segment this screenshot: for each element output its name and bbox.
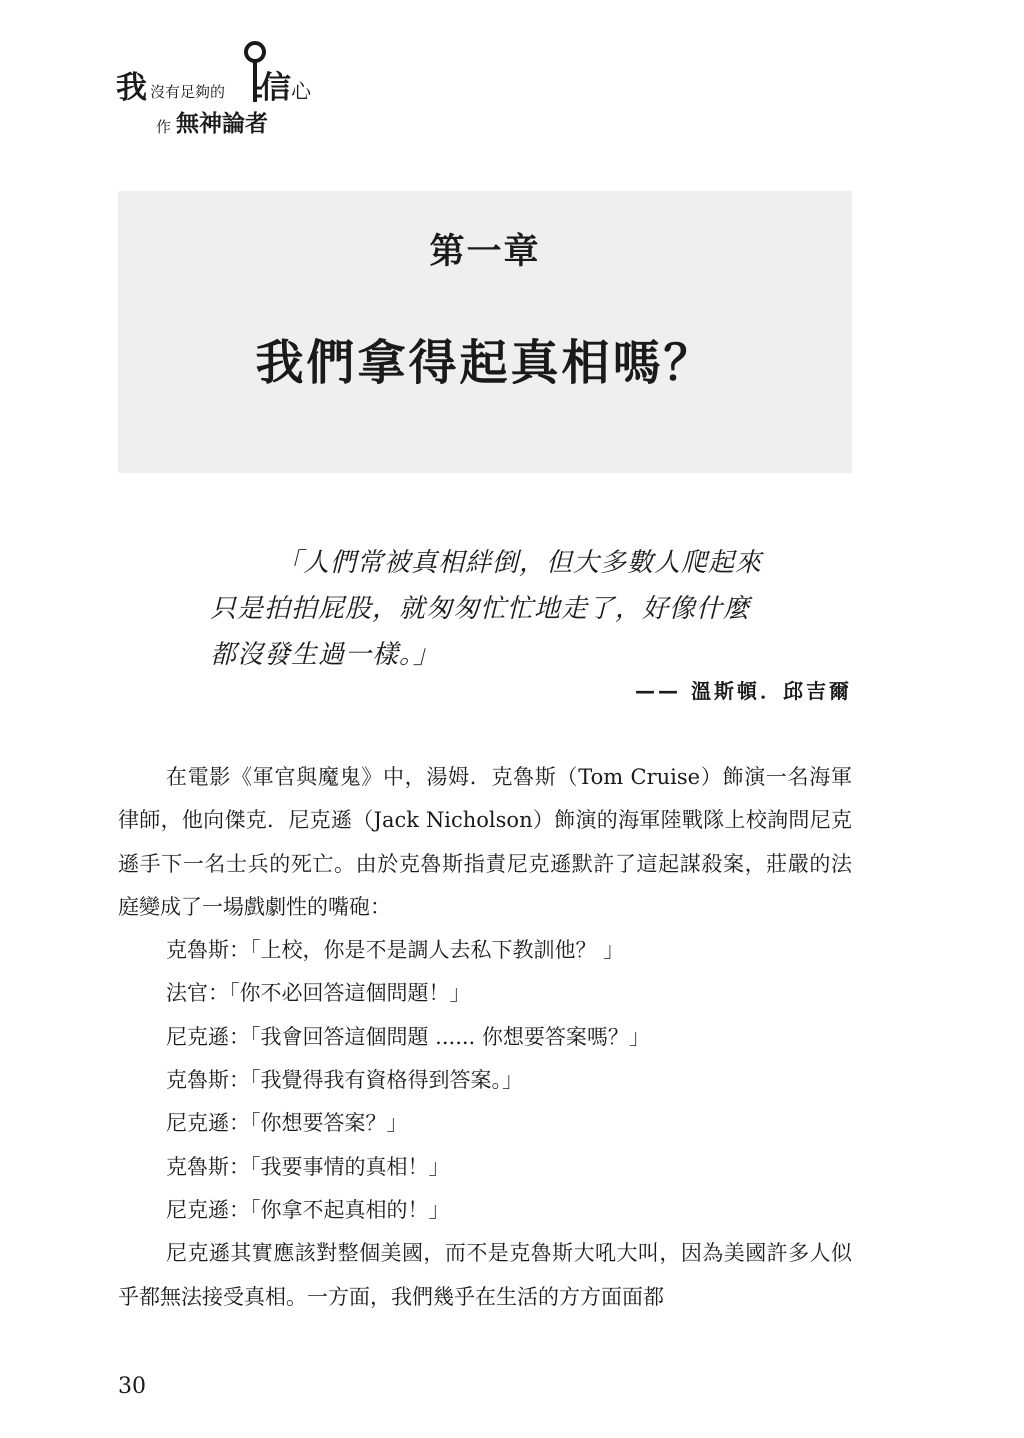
chapter-label: 第一章 (429, 231, 541, 272)
logo-char-xin (260, 70, 311, 109)
dialogue-line: 克魯斯：「我覺得我有資格得到答案。」 (166, 1068, 523, 1093)
logo-text-meiyou: 沒有足夠的 (150, 83, 226, 101)
dialogue-line: 克魯斯：「我要事情的真相！」 (166, 1154, 450, 1179)
paragraph-intro: 在電影《軍官與魔鬼》中，湯姆．克魯斯（Tom Cruise）飾演一名海軍律師，他向傑克．尼克遜（Jack Nicholson）飾演的海軍陸戰隊上校詢問尼克遜手下一名士兵的死亡。由於克魯斯指責尼克遜默許了這起謀殺案，莊嚴的法庭變成了一場戲劇性的嘴砲： (118, 765, 852, 919)
epigraph (210, 540, 850, 678)
epigraph-line: 「人們常被真相絆倒，但大多數人爬起來 (276, 548, 763, 578)
chapter-title: 我們拿得起真相嗎？ (255, 335, 715, 391)
page-number: 30 (118, 1374, 146, 1399)
dialogue-line: 尼克遜：「你拿不起真相的！」 (166, 1197, 450, 1222)
paragraph-closing: 尼克遜其實應該對整個美國，而不是克魯斯大吼大叫，因為美國許多人似乎都無法接受真相。一方面，我們幾乎在生活的方方面面都 (118, 1241, 852, 1309)
logo-char-wo: 我 (116, 70, 147, 106)
logo-text-atheist: 無神論者 (176, 110, 268, 137)
epigraph-attribution: —— 溫斯頓．邱吉爾 (635, 679, 852, 703)
dialogue-line: 克魯斯：「上校，你是不是調人去私下教訓他？ 」 (166, 938, 625, 963)
dialogue-line: 尼克遜：「你想要答案？」 (166, 1111, 408, 1136)
logo-text-zuo: 作 (156, 118, 172, 136)
dialogue-line: 法官：「你不必回答這個問題！」 (166, 981, 471, 1006)
epigraph-line: 都沒發生過一樣。」 (210, 640, 441, 670)
dialogue-line: 尼克遜：「我會回答這個問題 ...... 你想要答案嗎？」 (166, 1024, 650, 1049)
chapter-heading-box (118, 191, 852, 473)
logo-char-xin-suffix: 心 (291, 79, 311, 103)
book-logo (116, 40, 336, 140)
body-text (118, 756, 852, 1319)
epigraph-line: 只是拍拍屁股，就匆匆忙忙地走了，好像什麼 (210, 594, 751, 624)
logo-char-yan: 信 (260, 70, 291, 106)
